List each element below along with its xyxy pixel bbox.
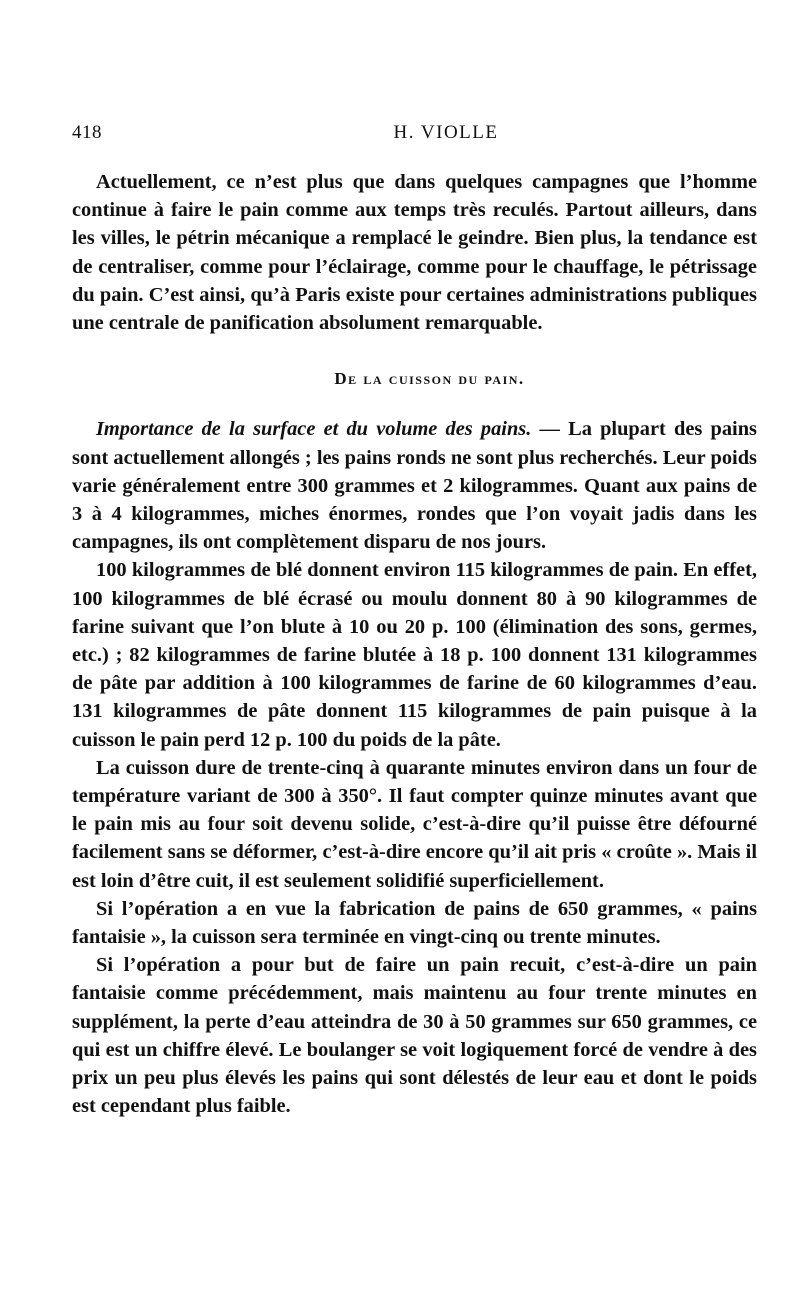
paragraph-lead: Importance de la surface et du volume des pains. (96, 418, 532, 441)
page-body (72, 168, 757, 1121)
paragraph: Actuellement, ce n’est plus que dans quelques campagnes que l’homme continue à faire le pain comme aux temps très reculés. Partout ailleurs, dans les villes, le pétrin mécanique a remplacé le geindre. Bien plus, la tendance est de centraliser, comme pour l’éclairage, comme pour le chauffage, le pétrissage du pain. C’est ainsi, qu’à Paris existe pour certaines administrations publiques une centrale de panification absolument remarquable. (72, 171, 757, 335)
paragraph: 100 kilogrammes de blé donnent environ 115 kilogrammes de pain. En effet, 100 kilogrammes de blé écrasé ou moulu donnent 80 à 90 kilogrammes de farine suivant que l’on blute à 10 ou 20 p. 100 (élimination des sons, germes, etc.) ; 82 kilogrammes de farine blutée à 18 p. 100 donnent 131 kilogrammes de pâte par addition à 100 kilogrammes de farine de 60 kilogrammes d’eau. 131 kilogrammes de pâte donnent 115 kilogrammes de pain puisque à la cuisson le pain perd 12 p. 100 du poids de la pâte. (72, 559, 757, 751)
section-title: De la cuisson du pain. (334, 369, 525, 389)
paragraph: Si l’opération a pour but de faire un pain recuit, c’est-à-dire un pain fantaisie comme précédemment, mais maintenu au four trente minutes en supplément, la perte d’eau atteindra de 30 à 50 grammes sur 650 grammes, ce qui est un chiffre élevé. Le boulanger se voit logiquement forcé de vendre à des prix un peu plus élevés les pains qui sont délestés de leur eau et dont le poids est cependant plus faible. (72, 954, 757, 1118)
section-first-paragraph (72, 415, 757, 556)
paragraph-text: — La plupart des pains sont actuellement allongés ; les pains ronds ne sont plus recherchés. Leur poids varie généralement entre 300 grammes et 2 kilogrammes. Quant aux pains de 3 à 4 kilogrammes, miches énormes, rondes que l’on voyait jadis dans les campagnes, ils ont complètement disparu de nos jours. (72, 418, 757, 554)
running-title: H. VIOLLE (393, 122, 499, 143)
page-header (72, 122, 760, 148)
paragraph: Si l’opération a en vue la fabrication de pains de 650 grammes, « pains fantaisie », la cuisson sera terminée en vingt-cinq ou trente minutes. (72, 897, 757, 949)
page-number: 418 (72, 122, 102, 143)
paragraph: La cuisson dure de trente-cinq à quarante minutes environ dans un four de température variant de 300 à 350°. Il faut compter quinze minutes avant que le pain mis au four soit devenu solide, c’est-à-dire qu’il puisse être défourné facilement sans se déformer, c’est-à-dire encore qu’il ait pris « croûte ». Mais il est loin d’être cuit, il est seulement solidifié superficiellement. (72, 756, 757, 892)
